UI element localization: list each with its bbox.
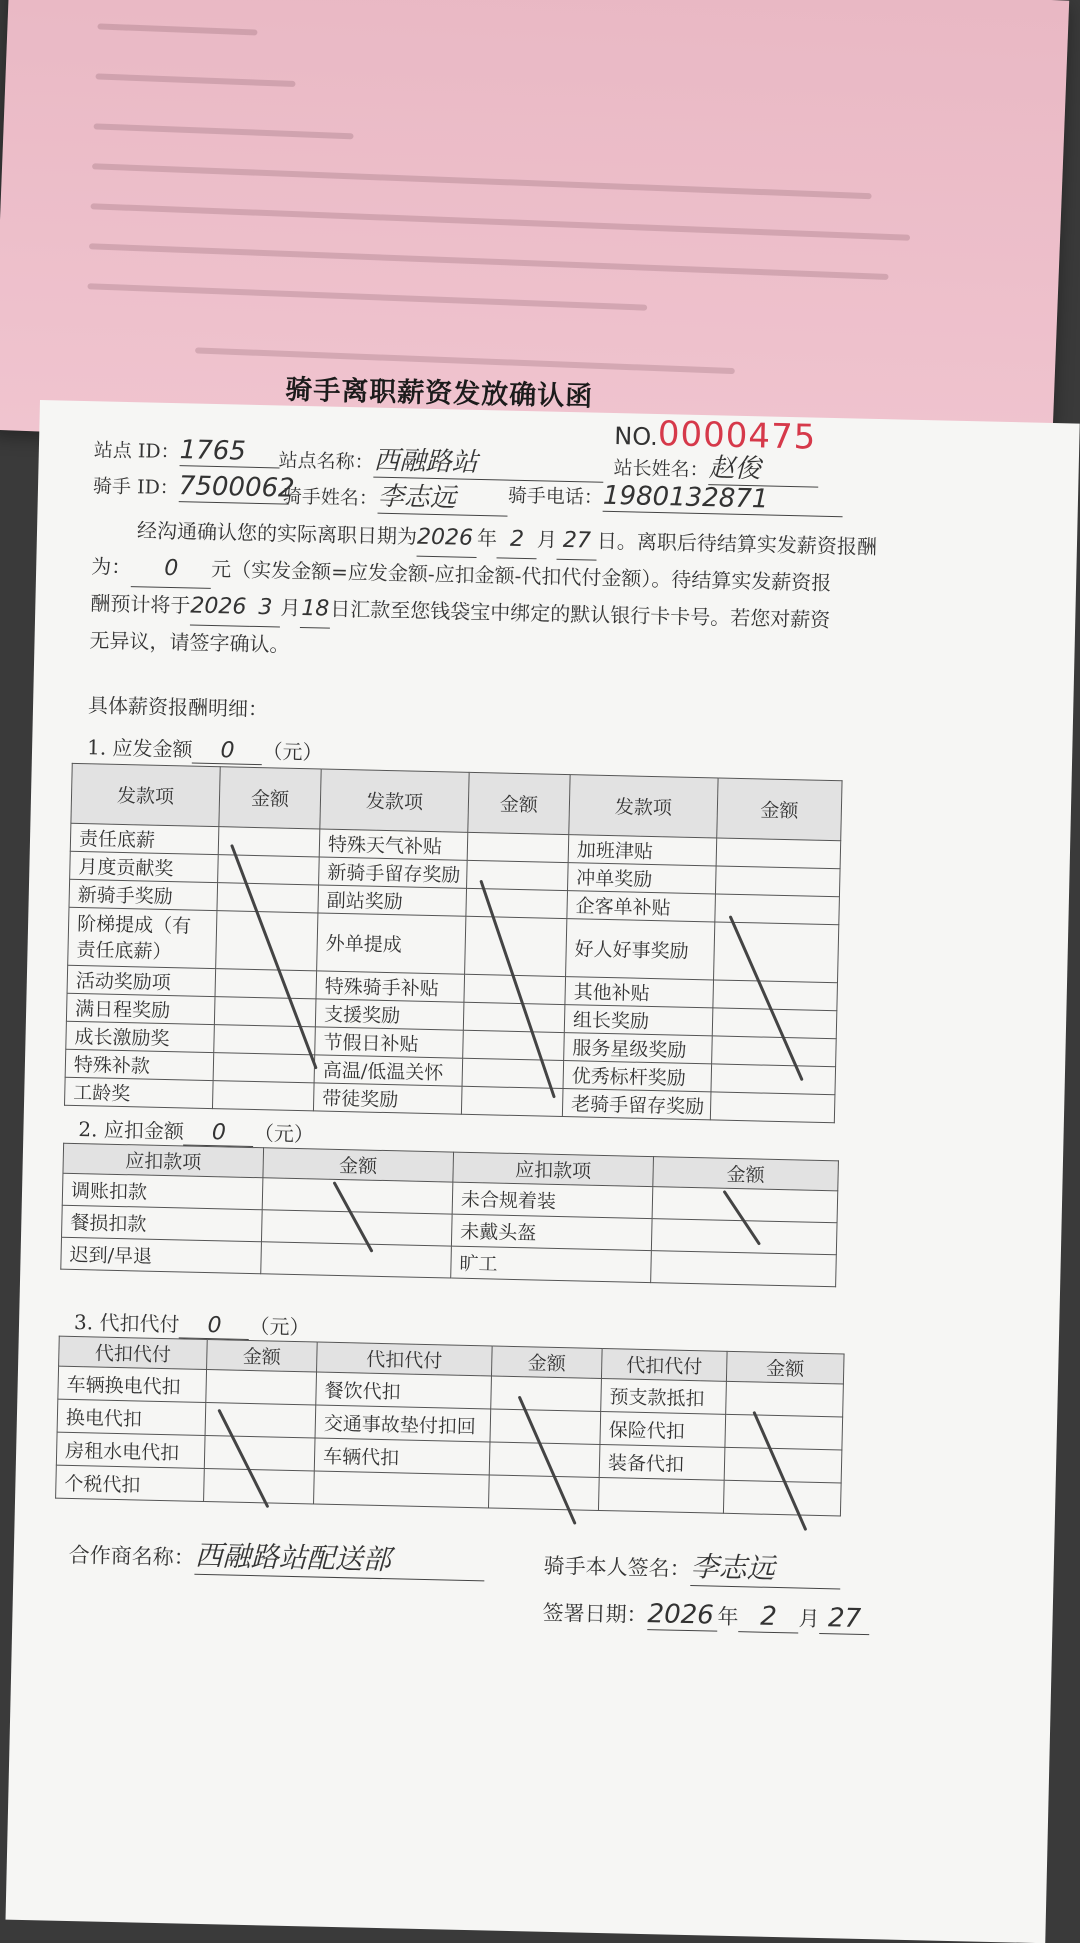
amount-cell xyxy=(215,969,317,999)
manager-row: 站长姓名：赵俊 xyxy=(613,445,819,488)
table-cell: 其他补贴 xyxy=(565,977,714,1008)
table-cell: 旷工 xyxy=(451,1246,652,1283)
manager-value: 赵俊 xyxy=(708,447,819,487)
col-header: 发款项 xyxy=(320,769,469,832)
amount-cell xyxy=(218,855,320,885)
amount-cell xyxy=(716,838,841,869)
station-name-value: 西融路站 xyxy=(373,440,604,483)
rider-id-row: 骑手 ID：7500062 xyxy=(92,471,295,504)
table-cell: 换电代扣 xyxy=(57,1399,206,1435)
amount-cell xyxy=(463,1030,565,1060)
sign-date-day: 27 xyxy=(819,1603,870,1635)
amount-cell xyxy=(488,1475,599,1510)
table-cell: 服务星级奖励 xyxy=(564,1033,713,1064)
rider-phone-row: 骑手电话：1980132871 xyxy=(508,479,844,518)
table-cell: 未戴头盔 xyxy=(451,1214,652,1251)
section2-label: 2. 应扣金额 0 （元） xyxy=(78,1117,315,1147)
table-cell: 冲单奖励 xyxy=(568,863,717,894)
section1-value: 0 xyxy=(192,738,263,766)
table-cell: 责任底薪 xyxy=(70,823,219,854)
table-cell: 新骑手留存奖励 xyxy=(319,857,468,888)
col-header: 发款项 xyxy=(569,775,718,838)
amount-cell xyxy=(214,997,316,1027)
table-cell: 个税代扣 xyxy=(56,1465,205,1501)
amount-cell xyxy=(262,1178,453,1214)
col-header: 金额 xyxy=(207,1340,318,1372)
leave-day: 27 xyxy=(557,522,598,561)
form-number: NO.0000475 xyxy=(614,414,817,458)
pay-month: 3 xyxy=(250,589,281,628)
amount-cell xyxy=(490,1409,601,1444)
rider-phone-value: 1980132871 xyxy=(603,481,844,517)
col-header: 金额 xyxy=(219,767,321,829)
rider-name-value: 李志远 xyxy=(378,476,509,517)
intro-line-3: 酬预计将于2026 3 月18日汇款至您钱袋宝中绑定的默认银行卡卡号。若您对薪资 xyxy=(90,585,831,640)
amount-cell xyxy=(463,1002,565,1032)
amount-cell xyxy=(715,866,840,897)
table-cell: 工龄奖 xyxy=(65,1077,214,1108)
col-header: 发款项 xyxy=(71,763,220,826)
table-cell: 调账扣款 xyxy=(62,1173,263,1210)
partner-row: 合作商名称：西融路站配送部 xyxy=(68,1531,485,1581)
table-cell: 交通事故垫付扣回 xyxy=(315,1405,491,1442)
section2-value: 0 xyxy=(184,1119,255,1147)
leave-year: 2026 xyxy=(417,519,478,558)
table-cell: 车辆换电代扣 xyxy=(58,1366,207,1402)
table-cell: 满日程奖励 xyxy=(66,993,215,1024)
station-name-row: 站点名称：西融路站 xyxy=(278,437,604,482)
table-cell: 带徒奖励 xyxy=(313,1083,462,1114)
amount-cell xyxy=(204,1436,315,1471)
amount-cell xyxy=(213,1053,315,1083)
col-header: 代扣代付 xyxy=(59,1336,208,1369)
section1-label: 1. 应发金额 0 （元） xyxy=(86,735,323,765)
amount-cell xyxy=(467,832,569,862)
table-cell: 迟到/早退 xyxy=(61,1237,262,1274)
detail-label: 具体薪资报酬明细： xyxy=(87,693,269,722)
station-id-value: 1765 xyxy=(179,435,280,468)
form-number-value: 0000475 xyxy=(657,414,817,458)
col-header: 金额 xyxy=(653,1157,839,1191)
amount-cell xyxy=(212,1081,314,1111)
col-header: 金额 xyxy=(468,772,570,834)
col-header: 代扣代付 xyxy=(317,1342,493,1376)
amount-cell xyxy=(711,1064,836,1095)
partner-value: 西融路站配送部 xyxy=(194,1534,485,1582)
amount-cell xyxy=(206,1370,317,1405)
net-amount: 0 xyxy=(131,549,212,589)
intro-line-1: 经沟通确认您的实际离职日期为2026 年 2 月 27 日。离职后待结算实发薪资报酬 xyxy=(136,518,878,560)
table-cell: 特殊骑手补贴 xyxy=(316,971,465,1002)
table-cell: 餐饮代扣 xyxy=(316,1372,492,1409)
amount-cell xyxy=(261,1242,452,1278)
table-cell xyxy=(314,1471,490,1508)
table-cell: 好人好事奖励 xyxy=(566,919,715,980)
col-header: 应扣款项 xyxy=(453,1152,654,1187)
leave-month: 2 xyxy=(497,520,538,559)
table-cell: 老骑手留存奖励 xyxy=(562,1089,711,1120)
rider-signature-row: 骑手本人签名：李志远 xyxy=(543,1542,841,1590)
intro-line-4: 无异议，请签字确认。 xyxy=(89,628,290,657)
amount-cell xyxy=(712,1036,837,1067)
table-cell: 企客单补贴 xyxy=(567,891,716,922)
table-cell: 保险代扣 xyxy=(600,1411,726,1447)
form-title: 骑手离职薪资发放确认函 xyxy=(284,374,594,413)
table-cell: 新骑手奖励 xyxy=(69,879,218,910)
table-cell: 特殊补款 xyxy=(65,1049,214,1080)
pay-day: 18 xyxy=(300,590,331,629)
table-cell xyxy=(598,1477,724,1513)
amount-cell xyxy=(461,1086,563,1116)
amount-cell xyxy=(714,922,839,983)
section3-value: 0 xyxy=(179,1312,250,1340)
table-payables xyxy=(64,763,843,1123)
table-cell: 成长激励奖 xyxy=(66,1021,215,1052)
table-cell: 房租水电代扣 xyxy=(56,1432,205,1468)
amount-cell xyxy=(491,1376,602,1411)
table-cell: 高温/低温关怀 xyxy=(314,1055,463,1086)
rider-id-value: 7500062 xyxy=(178,471,295,504)
salary-confirmation-form xyxy=(6,374,1080,1943)
rider-name-row: 骑手姓名：李志远 xyxy=(283,474,509,517)
table-cell: 月度贡献奖 xyxy=(70,851,219,882)
table-cell: 支援奖励 xyxy=(315,999,464,1030)
amount-cell xyxy=(723,1480,841,1516)
amount-cell xyxy=(652,1187,838,1223)
table-cell: 组长奖励 xyxy=(564,1005,713,1036)
col-header: 代扣代付 xyxy=(601,1348,727,1381)
rider-signature: 李志远 xyxy=(690,1545,841,1589)
table-cell: 副站奖励 xyxy=(318,885,467,916)
col-header: 金额 xyxy=(717,778,842,841)
sign-date-year: 2026 xyxy=(647,1599,718,1632)
col-header: 金额 xyxy=(491,1346,602,1378)
sign-date-row: 签署日期：2026 年 2 月 27 xyxy=(542,1597,870,1635)
table-cell: 装备代扣 xyxy=(599,1444,725,1480)
amount-cell xyxy=(466,888,568,918)
amount-cell xyxy=(713,980,838,1011)
table-cell: 加班津贴 xyxy=(568,835,717,866)
amount-cell xyxy=(465,916,567,976)
amount-cell xyxy=(710,1092,835,1123)
amount-cell xyxy=(725,1414,843,1450)
section3-label: 3. 代扣代付 0 （元） xyxy=(73,1310,310,1340)
table-cell: 特殊天气补贴 xyxy=(319,829,468,860)
amount-cell xyxy=(651,1251,837,1287)
col-header: 金额 xyxy=(726,1351,844,1384)
table-cell: 节假日补贴 xyxy=(315,1027,464,1058)
table-cell: 预支款抵扣 xyxy=(601,1378,727,1414)
table-cell: 外单提成 xyxy=(317,913,466,974)
table-cell: 阶梯提成（有 责任底薪） xyxy=(68,907,217,968)
table-withholdings xyxy=(55,1336,844,1517)
table-cell: 未合规着装 xyxy=(452,1182,653,1219)
sign-date-month: 2 xyxy=(738,1601,799,1633)
table-cell: 餐损扣款 xyxy=(62,1205,263,1242)
amount-cell xyxy=(217,883,319,913)
table-cell: 活动奖励项 xyxy=(67,965,216,996)
col-header: 金额 xyxy=(263,1148,454,1182)
amount-cell xyxy=(726,1381,844,1417)
table-cell: 优秀标杆奖励 xyxy=(563,1061,712,1092)
table-deductions xyxy=(60,1143,839,1288)
pay-year: 2026 xyxy=(190,587,251,626)
intro-line-2: 为： 0 元（实发金额=应发金额-应扣金额-代扣代付金额）。待结算实发薪资报 xyxy=(91,548,832,603)
station-id-row: 站点 ID：1765 xyxy=(94,433,280,468)
col-header: 应扣款项 xyxy=(63,1143,264,1178)
table-cell: 车辆代扣 xyxy=(314,1438,490,1475)
